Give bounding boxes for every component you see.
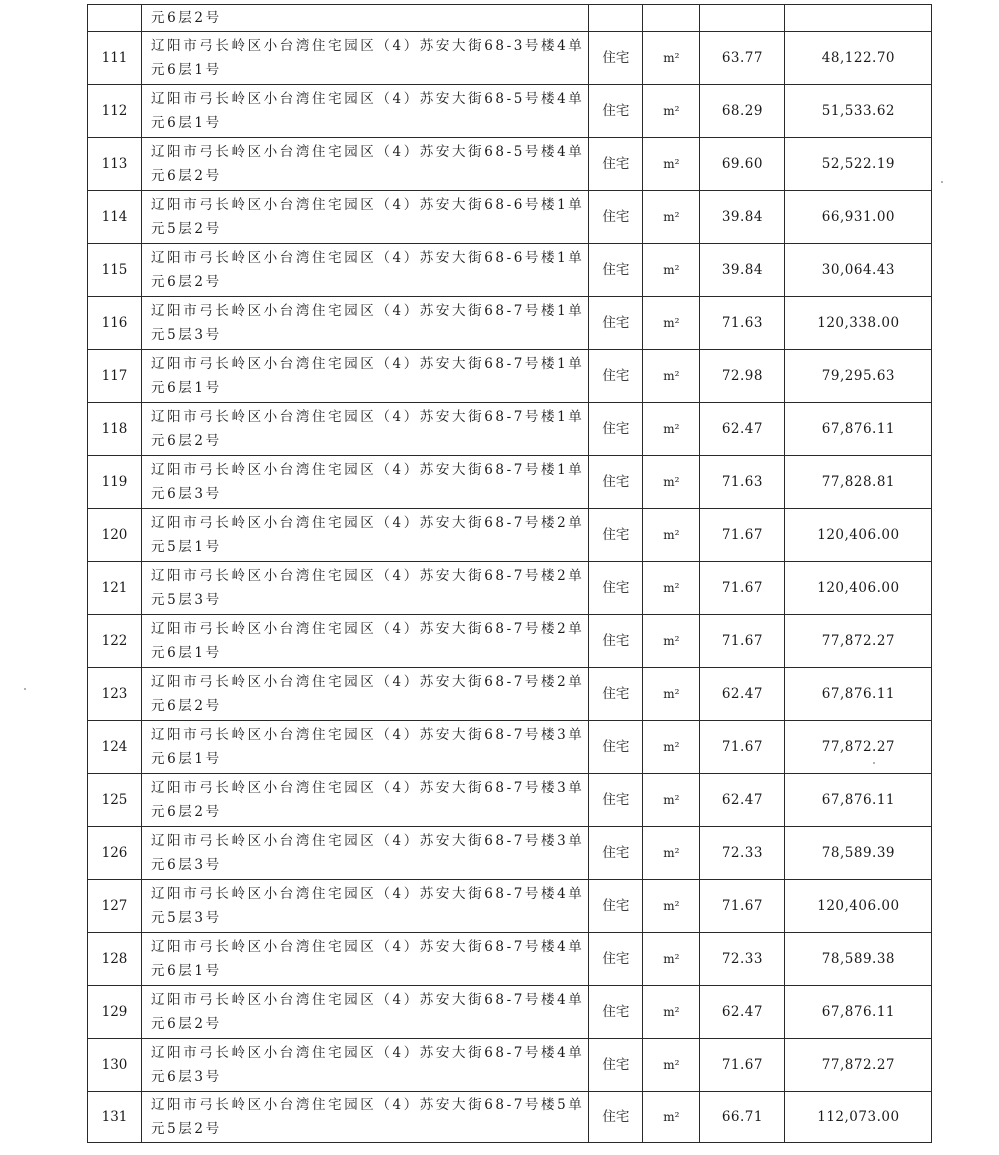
cell-use: 住宅: [589, 774, 643, 827]
cell-price: 30,064.43: [785, 244, 932, 297]
cell-number: 113: [88, 138, 142, 191]
cell-unit: m²: [643, 721, 700, 774]
cell-unit: m²: [643, 774, 700, 827]
cell-price: 77,872.27: [785, 615, 932, 668]
table-row: [88, 774, 932, 827]
cell-use: 住宅: [589, 880, 643, 933]
cell-address: [142, 615, 589, 668]
table-row: [88, 350, 932, 403]
cell-area: 71.67: [700, 1039, 785, 1092]
cell-area: 62.47: [700, 668, 785, 721]
cell-use: 住宅: [589, 562, 643, 615]
cell-number: [88, 5, 142, 32]
cell-use: 住宅: [589, 721, 643, 774]
cell-price: 67,876.11: [785, 774, 932, 827]
address-line-2: 元6层2号: [151, 698, 222, 714]
cell-number: 125: [88, 774, 142, 827]
cell-area: 72.98: [700, 350, 785, 403]
table-row: [88, 403, 932, 456]
cell-number: 111: [88, 32, 142, 85]
address-line-2: 元6层3号: [151, 857, 222, 873]
address-line-2: 元5层3号: [151, 910, 222, 926]
cell-number: 112: [88, 85, 142, 138]
cell-area: 72.33: [700, 827, 785, 880]
address-line-2: 元6层1号: [151, 963, 222, 979]
address-line-1: 辽阳市弓长岭区小台湾住宅园区（4）苏安大街68-7号楼1单: [151, 409, 585, 425]
address-line-2: 元6层1号: [151, 380, 222, 396]
cell-unit: [643, 5, 700, 32]
cell-unit: m²: [643, 986, 700, 1039]
address-line-1: 辽阳市弓长岭区小台湾住宅园区（4）苏安大街68-7号楼2单: [151, 515, 585, 531]
address-line-1: 辽阳市弓长岭区小台湾住宅园区（4）苏安大街68-7号楼4单: [151, 992, 585, 1008]
cell-number: 117: [88, 350, 142, 403]
cell-number: 121: [88, 562, 142, 615]
cell-use: 住宅: [589, 191, 643, 244]
cell-address: [142, 85, 589, 138]
address-line-2: 元6层2号: [151, 168, 222, 184]
address-line-2: 元6层3号: [151, 486, 222, 502]
table-row: [88, 244, 932, 297]
cell-unit: m²: [643, 350, 700, 403]
cell-use: 住宅: [589, 827, 643, 880]
cell-number: 122: [88, 615, 142, 668]
address-line-1: 辽阳市弓长岭区小台湾住宅园区（4）苏安大街68-7号楼1单: [151, 303, 585, 319]
address-line-2: 元6层3号: [151, 1069, 222, 1085]
cell-number: 130: [88, 1039, 142, 1092]
address-line-1: 辽阳市弓长岭区小台湾住宅园区（4）苏安大街68-7号楼4单: [151, 939, 585, 955]
cell-price: 77,872.27: [785, 1039, 932, 1092]
cell-address: [142, 774, 589, 827]
cell-price: 48,122.70: [785, 32, 932, 85]
cell-area: 68.29: [700, 85, 785, 138]
cell-number: 119: [88, 456, 142, 509]
cell-use: 住宅: [589, 668, 643, 721]
address-line-2: 元6层2号: [151, 804, 222, 820]
cell-price: 67,876.11: [785, 403, 932, 456]
cell-use: 住宅: [589, 403, 643, 456]
cell-price: 120,406.00: [785, 880, 932, 933]
cell-price: 78,589.38: [785, 933, 932, 986]
address-line-2: 元6层2号: [151, 10, 222, 26]
cell-area: 72.33: [700, 933, 785, 986]
cell-address: [142, 509, 589, 562]
cell-area: 71.67: [700, 615, 785, 668]
cell-unit: m²: [643, 1039, 700, 1092]
table-row: [88, 456, 932, 509]
cell-address: [142, 403, 589, 456]
cell-area: 71.67: [700, 562, 785, 615]
address-line-2: 元6层1号: [151, 751, 222, 767]
cell-address: [142, 668, 589, 721]
cell-area: 62.47: [700, 986, 785, 1039]
cell-address: [142, 880, 589, 933]
address-line-1: 辽阳市弓长岭区小台湾住宅园区（4）苏安大街68-7号楼5单: [151, 1097, 585, 1113]
address-line-1: 辽阳市弓长岭区小台湾住宅园区（4）苏安大街68-7号楼2单: [151, 621, 585, 637]
cell-price: 77,872.27: [785, 721, 932, 774]
cell-number: 114: [88, 191, 142, 244]
cell-unit: m²: [643, 403, 700, 456]
scan-speck: [873, 762, 875, 764]
cell-number: 128: [88, 933, 142, 986]
cell-price: 67,876.11: [785, 668, 932, 721]
table-row: [88, 986, 932, 1039]
cell-use: 住宅: [589, 32, 643, 85]
cell-price: 66,931.00: [785, 191, 932, 244]
cell-address: [142, 297, 589, 350]
cell-unit: m²: [643, 933, 700, 986]
table-row-continued: [88, 5, 932, 32]
cell-unit: m²: [643, 509, 700, 562]
cell-use: 住宅: [589, 138, 643, 191]
cell-use: 住宅: [589, 456, 643, 509]
cell-unit: m²: [643, 191, 700, 244]
cell-unit: m²: [643, 827, 700, 880]
cell-number: 123: [88, 668, 142, 721]
cell-address: [142, 986, 589, 1039]
cell-unit: m²: [643, 85, 700, 138]
table-row: [88, 668, 932, 721]
cell-number: 116: [88, 297, 142, 350]
cell-price: 67,876.11: [785, 986, 932, 1039]
cell-unit: m²: [643, 244, 700, 297]
cell-price: 78,589.39: [785, 827, 932, 880]
cell-area: 39.84: [700, 244, 785, 297]
cell-address: [142, 933, 589, 986]
cell-address: [142, 456, 589, 509]
address-line-1: 辽阳市弓长岭区小台湾住宅园区（4）苏安大街68-6号楼1单: [151, 197, 585, 213]
cell-number: 126: [88, 827, 142, 880]
cell-use: 住宅: [589, 986, 643, 1039]
table-row: [88, 32, 932, 85]
cell-address: [142, 562, 589, 615]
cell-price: 120,406.00: [785, 509, 932, 562]
address-line-1: 辽阳市弓长岭区小台湾住宅园区（4）苏安大街68-7号楼1单: [151, 462, 585, 478]
address-line-1: 辽阳市弓长岭区小台湾住宅园区（4）苏安大街68-7号楼3单: [151, 833, 585, 849]
table-row: [88, 615, 932, 668]
cell-number: 131: [88, 1092, 142, 1143]
cell-price: 52,522.19: [785, 138, 932, 191]
cell-price: 112,073.00: [785, 1092, 932, 1143]
cell-address: [142, 1039, 589, 1092]
scan-speck: [24, 688, 26, 690]
address-line-1: 辽阳市弓长岭区小台湾住宅园区（4）苏安大街68-7号楼2单: [151, 568, 585, 584]
address-line-1: 辽阳市弓长岭区小台湾住宅园区（4）苏安大街68-7号楼3单: [151, 727, 585, 743]
cell-unit: m²: [643, 562, 700, 615]
cell-area: 71.67: [700, 509, 785, 562]
cell-address: [142, 1092, 589, 1143]
table-row: [88, 85, 932, 138]
cell-use: 住宅: [589, 1039, 643, 1092]
cell-unit: m²: [643, 668, 700, 721]
cell-address: [142, 721, 589, 774]
cell-area: 69.60: [700, 138, 785, 191]
cell-area: 63.77: [700, 32, 785, 85]
address-line-1: 辽阳市弓长岭区小台湾住宅园区（4）苏安大街68-6号楼1单: [151, 250, 585, 266]
cell-use: 住宅: [589, 933, 643, 986]
table-row: [88, 1092, 932, 1143]
table-row: [88, 562, 932, 615]
address-line-1: 辽阳市弓长岭区小台湾住宅园区（4）苏安大街68-7号楼2单: [151, 674, 585, 690]
cell-unit: m²: [643, 1092, 700, 1143]
address-line-1: 辽阳市弓长岭区小台湾住宅园区（4）苏安大街68-7号楼4单: [151, 1045, 585, 1061]
cell-price: 77,828.81: [785, 456, 932, 509]
cell-area: 66.71: [700, 1092, 785, 1143]
address-line-2: 元6层2号: [151, 433, 222, 449]
cell-use: 住宅: [589, 350, 643, 403]
cell-unit: m²: [643, 138, 700, 191]
cell-use: 住宅: [589, 244, 643, 297]
cell-unit: m²: [643, 456, 700, 509]
cell-number: 118: [88, 403, 142, 456]
address-line-2: 元5层2号: [151, 1121, 222, 1137]
cell-price: 79,295.63: [785, 350, 932, 403]
address-line-2: 元6层2号: [151, 274, 222, 290]
table-row: [88, 191, 932, 244]
table-row: [88, 297, 932, 350]
cell-price: 120,338.00: [785, 297, 932, 350]
cell-address: [142, 827, 589, 880]
cell-use: 住宅: [589, 615, 643, 668]
address-line-2: 元6层1号: [151, 62, 222, 78]
cell-unit: m²: [643, 615, 700, 668]
cell-address: [142, 138, 589, 191]
address-line-1: 辽阳市弓长岭区小台湾住宅园区（4）苏安大街68-7号楼3单: [151, 780, 585, 796]
address-line-2: 元5层3号: [151, 592, 222, 608]
address-line-1: 辽阳市弓长岭区小台湾住宅园区（4）苏安大街68-5号楼4单: [151, 91, 585, 107]
table-row: [88, 827, 932, 880]
cell-address: [142, 32, 589, 85]
cell-address: [142, 191, 589, 244]
address-line-1: 辽阳市弓长岭区小台湾住宅园区（4）苏安大街68-5号楼4单: [151, 144, 585, 160]
cell-area: 71.67: [700, 880, 785, 933]
cell-use: 住宅: [589, 509, 643, 562]
cell-area: 71.63: [700, 297, 785, 350]
address-line-1: 辽阳市弓长岭区小台湾住宅园区（4）苏安大街68-7号楼4单: [151, 886, 585, 902]
cell-area: 62.47: [700, 403, 785, 456]
address-line-2: 元6层2号: [151, 1016, 222, 1032]
cell-use: 住宅: [589, 85, 643, 138]
cell-price: 120,406.00: [785, 562, 932, 615]
cell-number: 115: [88, 244, 142, 297]
cell-area: 62.47: [700, 774, 785, 827]
cell-number: 124: [88, 721, 142, 774]
table-row: [88, 1039, 932, 1092]
cell-use: 住宅: [589, 297, 643, 350]
table-row: [88, 933, 932, 986]
cell-price: 51,533.62: [785, 85, 932, 138]
cell-area: 71.63: [700, 456, 785, 509]
address-line-1: 辽阳市弓长岭区小台湾住宅园区（4）苏安大街68-3号楼4单: [151, 38, 585, 54]
scan-speck: [941, 181, 943, 183]
cell-unit: m²: [643, 297, 700, 350]
cell-number: 120: [88, 509, 142, 562]
address-line-2: 元5层3号: [151, 327, 222, 343]
cell-price: [785, 5, 932, 32]
cell-number: 129: [88, 986, 142, 1039]
table-row: [88, 509, 932, 562]
address-line-2: 元6层1号: [151, 645, 222, 661]
address-line-2: 元5层2号: [151, 221, 222, 237]
table-row: [88, 721, 932, 774]
cell-unit: m²: [643, 32, 700, 85]
cell-use: [589, 5, 643, 32]
cell-use: 住宅: [589, 1092, 643, 1143]
address-line-2: 元6层1号: [151, 115, 222, 131]
property-listing-table: [87, 4, 932, 1143]
address-line-2: 元5层1号: [151, 539, 222, 555]
cell-number: 127: [88, 880, 142, 933]
cell-unit: m²: [643, 880, 700, 933]
cell-area: 39.84: [700, 191, 785, 244]
cell-address: [142, 5, 589, 32]
address-line-1: 辽阳市弓长岭区小台湾住宅园区（4）苏安大街68-7号楼1单: [151, 356, 585, 372]
table-row: [88, 138, 932, 191]
cell-area: [700, 5, 785, 32]
cell-area: 71.67: [700, 721, 785, 774]
cell-address: [142, 244, 589, 297]
table-row: [88, 880, 932, 933]
cell-address: [142, 350, 589, 403]
